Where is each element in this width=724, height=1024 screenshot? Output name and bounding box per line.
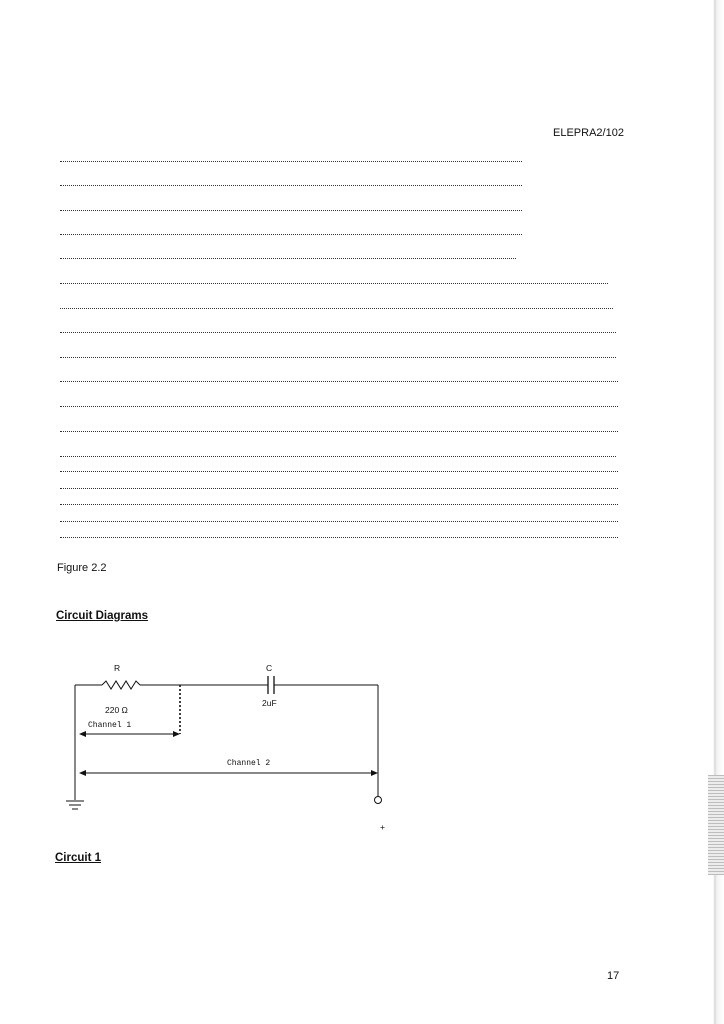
resistor-label: R — [114, 663, 121, 673]
ground-icon — [66, 801, 84, 809]
capacitor-value: 2uF — [262, 698, 277, 708]
page-number: 17 — [607, 970, 620, 982]
channel-2-label: Channel 2 — [227, 759, 271, 768]
plus-terminal-label: + — [380, 822, 385, 832]
section-title-circuit-diagrams: Circuit Diagrams — [56, 610, 149, 622]
resistor-value: 220 Ω — [105, 705, 128, 715]
output-terminal — [375, 797, 382, 804]
figure-label: Figure 2.2 — [57, 562, 107, 574]
section-title-circuit-1: Circuit 1 — [55, 852, 102, 864]
document-code: ELEPRA2/102 — [553, 127, 624, 139]
channel-1-label: Channel 1 — [88, 721, 132, 730]
resistor-symbol — [102, 681, 140, 689]
capacitor-label: C — [266, 663, 273, 673]
